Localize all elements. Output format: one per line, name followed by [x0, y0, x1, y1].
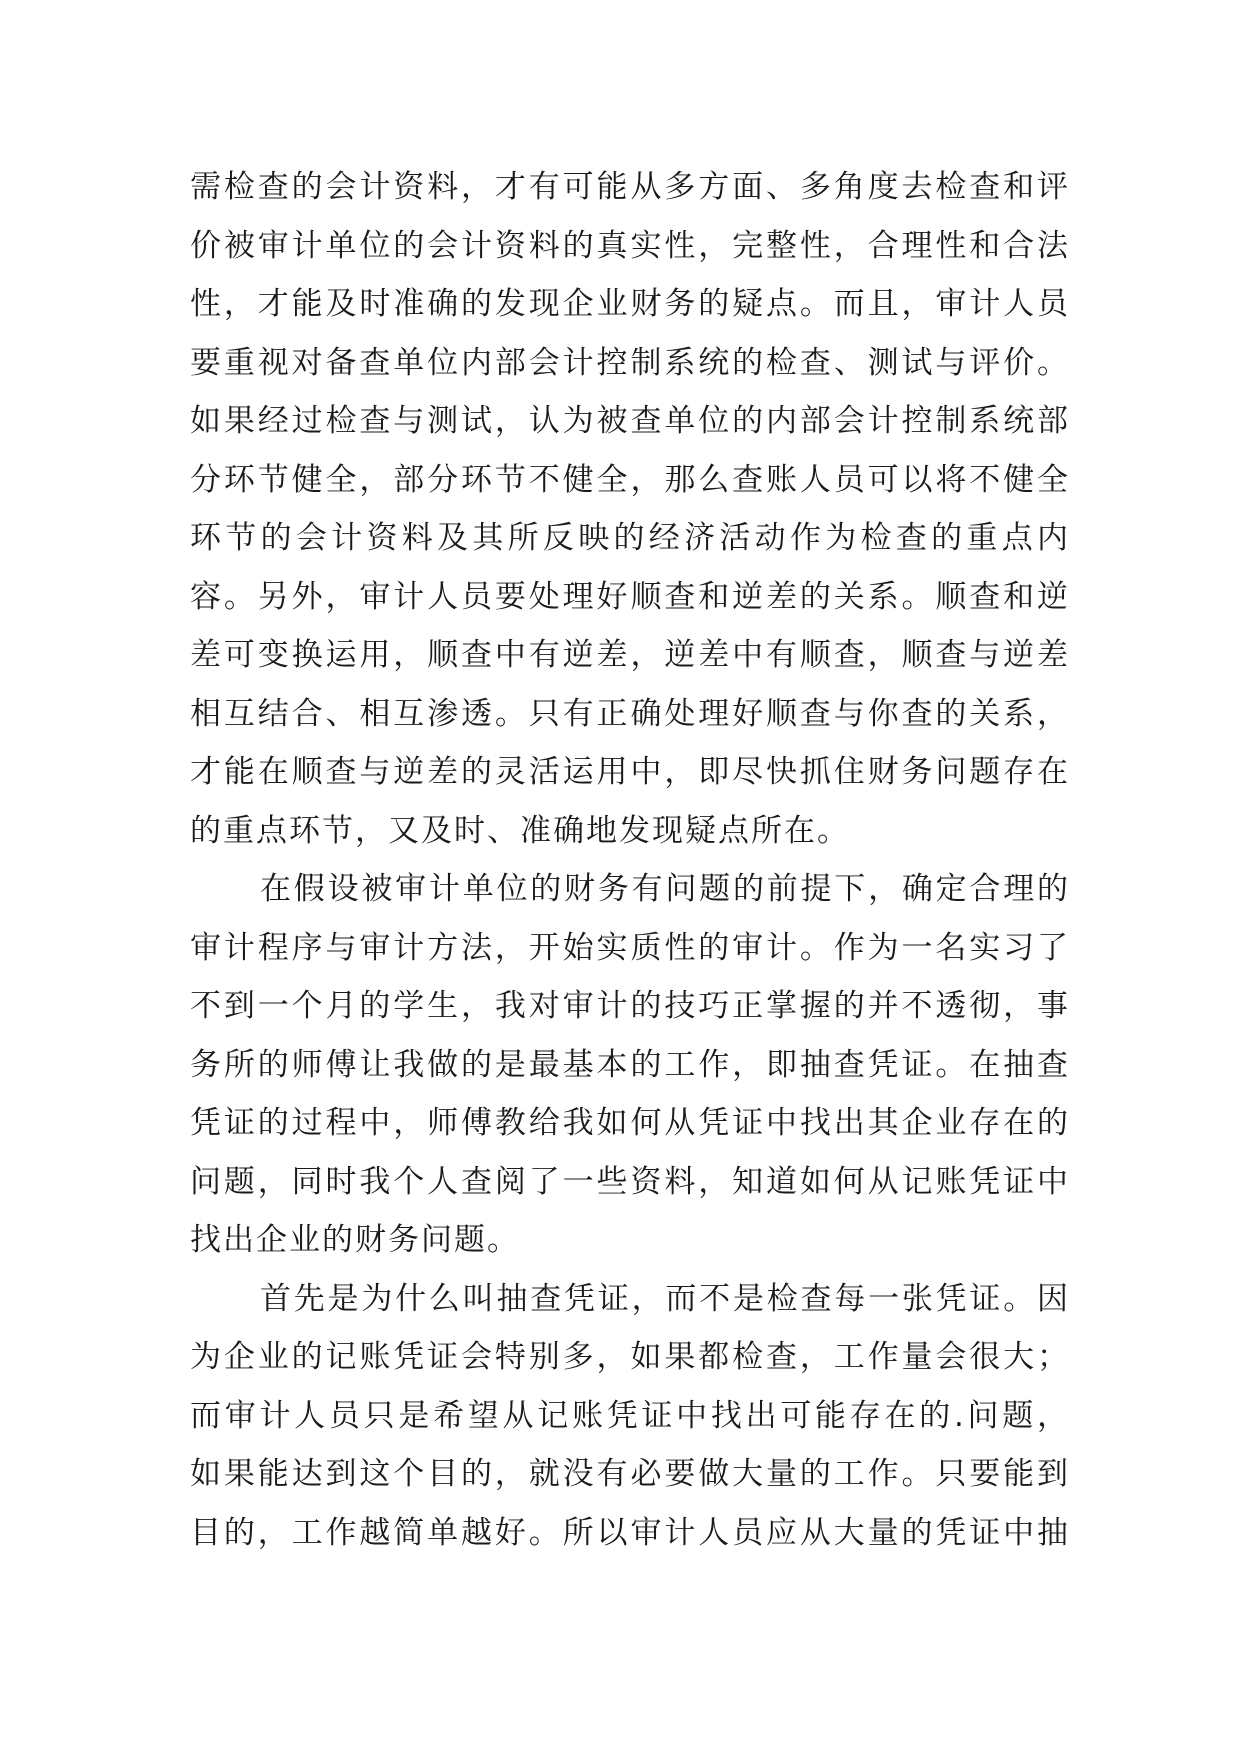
text-line: 目的，工作越简单越好。所以审计人员应从大量的凭证中抽 [190, 1514, 1070, 1551]
text-line: 而审计人员只是希望从记账凭证中找出可能存在的.问题， [190, 1397, 1070, 1434]
text-line: 务所的师傅让我做的是最基本的工作，即抽查凭证。在抽查 [190, 1046, 1070, 1083]
text-line: 容。另外，审计人员要处理好顺查和逆差的关系。顺查和逆 [190, 578, 1070, 615]
text-line: 需检查的会计资料，才有可能从多方面、多角度去检查和评 [190, 169, 1070, 205]
text-line: 价被审计单位的会计资料的真实性，完整性，合理性和合法 [190, 227, 1070, 264]
text-line: 环节的会计资料及其所反映的经济活动作为检查的重点内 [190, 520, 1070, 556]
text-line: 差可变换运用，顺查中有逆差，逆差中有顺查，顺查与逆差 [190, 637, 1070, 673]
text-line: 凭证的过程中，师傅教给我如何从凭证中找出其企业存在的 [190, 1105, 1070, 1141]
text-line: 相互结合、相互渗透。只有正确处理好顺查与你查的关系， [190, 695, 1070, 732]
text-line: 要重视对备查单位内部会计控制系统的检查、测试与评价。 [190, 344, 1070, 381]
text-line: 如果能达到这个目的，就没有必要做大量的工作。只要能到 [190, 1456, 1070, 1492]
document-body [190, 158, 1070, 1562]
text-line: 如果经过检查与测试，认为被查单位的内部会计控制系统部 [190, 403, 1070, 439]
text-line: 分环节健全，部分环节不健全，那么查账人员可以将不健全 [190, 461, 1070, 498]
text-line: 问题，同时我个人查阅了一些资料，知道如何从记账凭证中 [190, 1163, 1070, 1200]
paragraph-first-line: 首先是为什么叫抽查凭证，而不是检查每一张凭证。因 [260, 1280, 1070, 1317]
paragraph-first-line: 在假设被审计单位的财务有问题的前提下，确定合理的 [260, 871, 1070, 907]
text-line: 的重点环节，又及时、准确地发现疑点所在。 [190, 812, 850, 849]
text-line: 审计程序与审计方法，开始实质性的审计。作为一名实习了 [190, 929, 1070, 966]
text-line: 性，才能及时准确的发现企业财务的疑点。而且，审计人员 [190, 286, 1070, 322]
text-line: 不到一个月的学生，我对审计的技巧正掌握的并不透彻，事 [190, 988, 1070, 1024]
text-line: 为企业的记账凭证会特别多，如果都检查，工作量会很大； [190, 1339, 1070, 1375]
text-line: 才能在顺查与逆差的灵活运用中，即尽快抓住财务问题存在 [190, 754, 1070, 790]
text-line: 找出企业的财务问题。 [190, 1222, 520, 1258]
